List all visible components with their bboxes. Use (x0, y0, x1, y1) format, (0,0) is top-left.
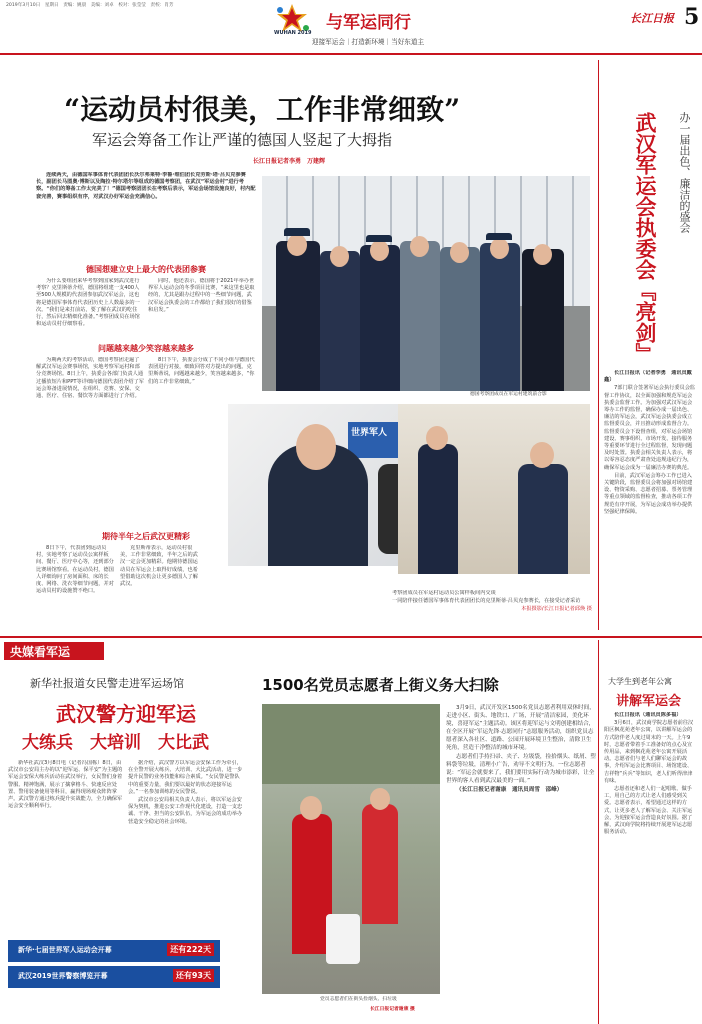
main-lead-text: 连续两天，由德国军事体育代表团团长沃尔弗莱特·李鲁·维伯团长克劳斯·塔·吕贝克参赛长，副团长马图奥·博斯以及陶拉·特尔塔尔等组成的德国考察团，在武汉“军运会村”进行考察。“你们的筹备工作太完美了！”德国考察团团长在考察后表示，军运会场馆设施良好，村内配套完善，赛事组织有序，对武汉办好军运会充满信心。 (36, 172, 256, 200)
photo-captions (392, 590, 592, 630)
header-date-line: 2019年3月10日 星期日 责编：姚晨 美编：刘卓 校对：张莹莹 责校：肖芳 (6, 3, 174, 8)
promo2-label: 武汉2019世界警察博览开幕 (18, 972, 108, 980)
interview-photo: 世界军人 (228, 404, 444, 566)
bottom-right-body-text2: 志愿者还和老人们一起唱歌、做手工，用自己的方式让老人们感受到关爱。志愿者表示，希望通过这样的方式，让更多老人了解军运会、关注军运会，为迎接军运会营造良好氛围。据了解，武汉商学院将持续开展迎军运志愿服务活动。 (604, 786, 693, 836)
bottom-left-kicker: 新华社报道女民警走进军运场馆 (30, 677, 184, 690)
bottom-left-headline1: 武汉警方迎军运 (56, 702, 196, 726)
bottom-mid-body-text: 3月9日，武汉开发区1500名党员志愿者利用双休时间，走进小区、街头、地铁口、广场，开展“清洁家园，美化环境，喜迎军运”主题活动。该区将迎军运与文明创建相结合，在全区开展“军运先锋·志愿同行”志愿服务活动，组织党员志愿者深入各社区、道路、公园开展环境卫生整治，清除卫生死角，营造干净整洁的城市环境。 (446, 705, 595, 751)
bottom-left-col1 (8, 760, 124, 915)
bottom-mid-body (446, 704, 596, 1020)
sidebar-dateline: 长江日报讯（记者李勇 通讯员戴鑫） (604, 370, 692, 384)
bottom-mid-body-text2: 志愿者们手持扫帚、夹子、垃圾袋，捡拾烟头、纸屑、塑料袋等垃圾，清理小广告，劝导不文明行为。一位志愿者说：“军运会就要来了，我们要用实际行动为城市添彩，让全世界的客人看到武汉最美的一面。” (446, 754, 596, 784)
bottom-mid-footer: （长江日报记者谢康 通讯员周雪 邵峰） (456, 787, 563, 793)
promo-1[interactable] (8, 940, 220, 962)
main-col4-text: 8日下午，执委会分成了不同小组与德国代表团进行对接，细致回答对方提出的问题。克里斯蒂说，问题越来越少，笑容越来越多，“你们的工作非常细致。” (148, 357, 255, 385)
paper-name: 长江日报 (630, 12, 674, 25)
promo2-count: 还有93天 (173, 969, 214, 982)
bottom-mid-headline: 1500名党员志愿者上街义务大扫除 (262, 676, 499, 694)
sidebar-body (604, 370, 696, 632)
bottom-right-headline: 讲解军运会 (616, 694, 682, 709)
group-photo (262, 176, 590, 391)
sidebar-body-text2: 目前，武汉军运会筹办工作已进入关键阶段，监督委员会将加强对场馆建设、物资采购、志愿者招募、票务管理等重点领域的监督检查，推动各项工作规范有序开展，为军运会成功举办提供坚强纪律保障。 (604, 472, 693, 515)
page-number: 5 (684, 4, 700, 30)
bottom-left-col2-text: 据介绍，武汉警方以军运会安保工作为牵引，在全警开展大练兵、大培训、大比武活动，进一步提升民警的业务技能和综合素质。“女民警是警队中的重要力量，我们要以最好的状态迎接军运会。”一名参加训练的女民警说。 (128, 760, 243, 795)
bottom-right-body-text: 3月6日，武汉商学院志愿者前往汉阳区枫花苑老年公寓，以讲解军运会的方式陪伴老人度过周末的一天。上午9时，志愿者带着手工准备好的点心及宣传用品，来到枫花苑老年公寓开展活动。志愿者们与老人们聊军运会的故事，介绍军运会比赛项目、场馆建设、吉祥物“兵兵”等知识，老人们听得津津有味。 (604, 720, 694, 784)
wuhan-logo (262, 2, 322, 38)
bottom-rule (0, 636, 702, 638)
bottom-right-body (604, 712, 696, 1018)
main-col3-text: 为期两天的考察活动，德国考察团走遍了解武汉军运会赛事场馆，实地考察军运村和部分竞赛场馆。8日上午，执委会各部门负责人通过播放短片和PPT等详细向德国代表团介绍了军运会筹备进展情况，在组织、竞赛、安保、交通、医疗、住宿、餐饮等方面都进行了介绍。 (36, 357, 144, 400)
yangmei-banner-text: 央媒看军运 (10, 645, 71, 659)
header-rule (0, 53, 702, 55)
photo3-caption: 一同陪伴接任德国军事体育代表团团长的克里斯蒂·吕贝克参赛长，在接受记者采访 (392, 598, 581, 605)
section1-title: 德国想建立史上最大的代表团参赛 (86, 264, 206, 274)
promo-2[interactable] (8, 966, 220, 988)
promo1-count: 还有222天 (167, 943, 214, 956)
sidebar-kicker: 办一届出色、廉洁的盛会 (678, 112, 691, 233)
bottom-left-headline2: 大练兵 大培训 大比武 (22, 733, 209, 753)
main-col3 (36, 357, 144, 452)
volunteer-credit: 长江日报记者谢康 摄 (370, 1007, 415, 1012)
promo1-label: 新华·七届世界军人运动会开幕 (18, 946, 112, 954)
main-byline: 长江日报记者李勇 万建辉 (253, 158, 326, 165)
sidebar-headline: 武汉军运会执委会『亮剑』 (633, 112, 658, 364)
bottom-left-col1-text: 新华社武汉3月8日电（记者冯国栋）8日，由武汉市公安局主办的以“迎军运、保平安”为主题的军运会安保大练兵活动在武汉举行，女民警们身着警服、精神饱满，展示了擒拿格斗、快速反应处置、警用装备使用等科目，赢得现场观众阵阵掌声。武汉警方通过练兵提升实战能力，全力确保军运会安全顺利举行。 (8, 760, 123, 810)
main-headline: “运动员村很美，工作非常细致” (64, 93, 461, 126)
photo2-caption: 考察团成员在军运村运动员公寓样板间内交谈 (392, 590, 496, 596)
main-col6 (120, 545, 200, 655)
main-col2 (148, 278, 256, 348)
sidebar-divider (598, 60, 599, 630)
bottom-right-dateline: 长江日报讯（通讯员陈多福） (614, 712, 682, 718)
dorm-photo (398, 404, 590, 574)
main-col5 (36, 545, 116, 655)
main-col1 (36, 278, 144, 348)
section-title: 与军运同行 (326, 13, 411, 33)
main-lead (36, 172, 256, 262)
bottom-left-col2 (128, 760, 244, 860)
sidebar-body-text: 7部门联合签署军运会执行委员会监督工作协议，以全面加强和规范军运会执委会监督工作。为加强对武汉军运会筹办工作的监督，确保办成一届出色、廉洁的军运会，武汉军运会执委会成立监督委员会，并且推动形成监督合力。监督委员会下设督查组，对军运会场馆建设、赛事组织、市场开发、接待服务等重要环节进行全过程监督，发现问题及时处置。执委会相关负责人表示，将以零容忍态度严肃查处违规违纪行为，确保军运会成为一届廉洁办赛的典范。 (604, 385, 696, 471)
bottom-right-divider (598, 640, 599, 1024)
main-col5-text: 8日下午，代表团到运动员村，实地考察了运动员公寓样板间、餐厅、医疗中心等，还到部分比赛场馆察看。在运动员村，德国人详细询问了房间面积、床的长度、网络、洗衣等细节问题，并对运动员村的设施赞不绝口。 (36, 545, 114, 595)
main-col2-text: 同时，他还表示，德国将于2021年举办世界军人运动会的冬季项目比赛，“来这里也是取经的，尤其是跟办过程中的一些细节问题，武汉军运会执委会的工作都给了我们很好的借鉴和启发。” (148, 278, 255, 313)
main-subhead: 军运会筹备工作让严谨的德国人竖起了大拇指 (92, 131, 393, 149)
section-tagline: 迎接军运会｜打造新环境｜当好东道主 (312, 38, 425, 46)
photo-credit: 本报摄影/长江日报记者邱焕 摄 (521, 606, 592, 613)
logo-text: WUHAN 2019 (274, 30, 312, 36)
bottom-right-kicker: 大学生到老年公寓 (608, 677, 672, 686)
main-col6-text: 克里斯蒂表示，运动员村很美，工作非常细致，半年之后的武汉一定会更加精彩。他期待德国运动员在军运会上取得好成绩，也希望借助这次机会让更多德国人了解武汉。 (120, 545, 198, 588)
main-col1-text: 为什么要组团来华考察到国家到武汉进行考察？克里斯蒂介绍，德国将组建一支400人至500人规模的代表团参加武汉军运会，这也将是德国军事体育代表团历史上人数最多的一次。“我们是来打前站，要了解在武汉的吃住行，然后回去精细化准备。”考察团成员在场馆和运动员村仔细察看。 (36, 278, 140, 328)
section2-title: 问题越来越少笑容越来越多 (98, 343, 194, 353)
section3-title: 期待半年之后武汉更精彩 (102, 531, 190, 541)
photo1-caption: 德国考察团成员在军运村建筑前合影 (470, 392, 547, 397)
volunteer-photo (262, 704, 440, 994)
volunteer-caption: 党员志愿者们在街头捡烟头、扫垃圾 (320, 997, 397, 1002)
bottom-left-col3-text: 武汉市公安局相关负责人表示，将以军运会安保为契机，推进公安工作现代化建设，打造一支忠诚、干净、担当的公安队伍，为军运会的成功举办营造安全稳定的社会环境。 (128, 797, 243, 825)
